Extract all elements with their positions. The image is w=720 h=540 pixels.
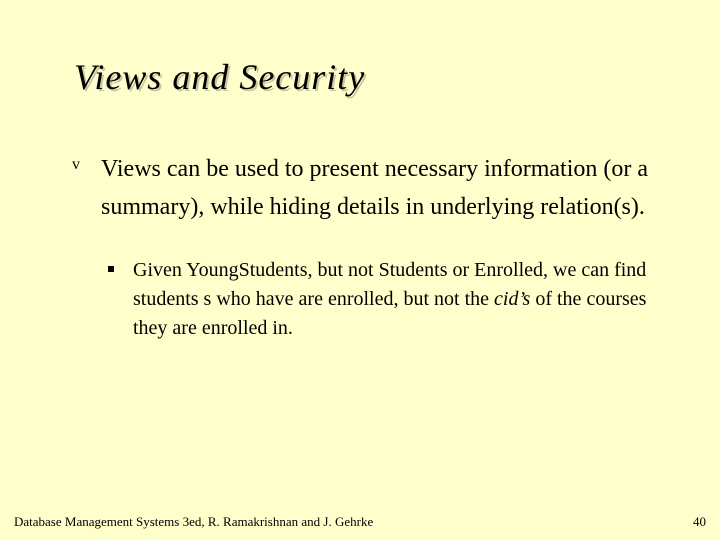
bullet-level2-italic-term: cid’s	[494, 288, 531, 310]
bullet-level2-text-end: of the courses they are enrolled in.	[133, 288, 647, 339]
checkmark-bullet-icon: v	[72, 156, 80, 173]
bullet-level1-text: Views can be used to present necessary information (or a summary), while hiding details in underlying relation(s).	[101, 156, 649, 220]
square-bullet-icon	[108, 266, 114, 272]
bullet-level2-text	[133, 256, 678, 343]
slide-title: Views and Security	[74, 57, 366, 97]
page-number: 40	[693, 514, 706, 529]
bullet-level2-text-start: Given YoungStudents, but not Students or Enrolled, we can find students s who have are enrolled, but not the	[133, 259, 647, 310]
footer-citation: Database Management Systems 3ed, R. Ramakrishnan and J. Gehrke	[14, 514, 374, 529]
